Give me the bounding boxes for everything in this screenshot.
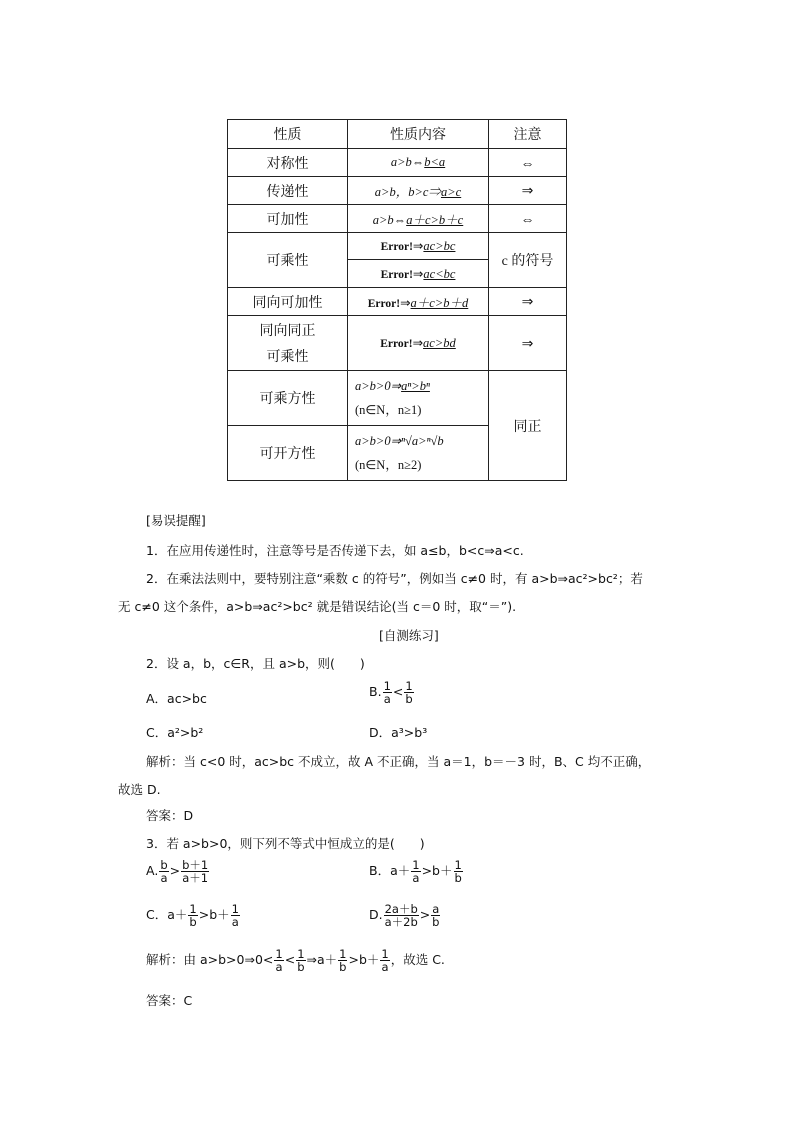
property-content: a>b>0⇒ⁿ√a>ⁿ√b (n∈N，n≥2) xyxy=(348,426,489,481)
table-row xyxy=(228,288,567,316)
q2-option-a: A．ac>bc xyxy=(146,691,207,706)
q2-analysis-line-1: 解析：当 c<0 时，ac>bc 不成立，故 A 不正确，当 a＝1，b＝－3 时，B、C 均不正确， xyxy=(146,754,651,769)
header-property: 性质 xyxy=(228,120,348,149)
reminder-item-2-line-1: 2．在乘法法则中，要特别注意“乘数 c 的符号”，例如当 c≠0 时，有 a>b⇒ac²>bc²；若 xyxy=(146,571,643,586)
q2-option-c: C．a²>b² xyxy=(146,725,204,740)
practice-title: [自测练习] xyxy=(379,628,439,643)
q2-stem: 2．设 a，b，c∈R，且 a>b，则( ) xyxy=(146,656,365,671)
property-content: Error!⇒a＋c>b＋d xyxy=(348,288,489,316)
q3-option-a: A. $\frac{b}{a}$ > $\frac{b+1}{a+1}$ xyxy=(146,858,209,886)
q2-analysis-line-2: 故选 D. xyxy=(118,782,161,797)
table-row xyxy=(228,233,567,260)
property-note: ⇒ xyxy=(489,177,567,205)
property-content: a>b⇔a＋c>b＋c xyxy=(348,205,489,233)
reminder-item-2-line-2: 无 c≠0 这个条件，a>b⇒ac²>bc² 就是错误结论(当 c＝0 时，取“＝”). xyxy=(118,599,517,614)
table-row xyxy=(228,177,567,205)
property-name: 同向同正 可乘性 xyxy=(228,316,348,371)
table-row xyxy=(228,205,567,233)
q3-option-d: D. $\frac{2a+b}{a+2b}$ > $\frac{a}{b}$ xyxy=(369,902,440,930)
property-content: Error!⇒ac>bc xyxy=(348,233,489,260)
property-content: a>b⇔b<a xyxy=(348,149,489,177)
q2-answer: 答案：D xyxy=(146,808,194,823)
property-content: a>b>0⇒aⁿ>bⁿ (n∈N，n≥1) xyxy=(348,371,489,426)
property-note: ⇔ xyxy=(489,205,567,233)
property-note: ⇔ xyxy=(489,149,567,177)
table-row xyxy=(228,371,567,426)
q3-option-c: C．a＋ $\frac{1}{b}$ >b＋ $\frac{1}{a}$ xyxy=(146,902,239,930)
q3-answer: 答案：C xyxy=(146,993,193,1008)
property-name: 可开方性 xyxy=(228,426,348,481)
property-content: Error!⇒ac<bc xyxy=(348,260,489,288)
reminder-item-1: 1．在应用传递性时，注意等号是否传递下去，如 a≤b，b<c⇒a<c. xyxy=(146,543,524,558)
property-note: 同正 xyxy=(489,371,567,481)
q3-option-b: B．a＋ $\frac{1}{a}$ >b＋ $\frac{1}{b}$ xyxy=(369,858,462,886)
property-note: ⇒ xyxy=(489,316,567,371)
q2-option-b: B. $\frac{1}{a}$ < $\frac{1}{b}$ xyxy=(369,679,413,707)
header-note: 注意 xyxy=(489,120,567,149)
property-note: ⇒ xyxy=(489,288,567,316)
header-content: 性质内容 xyxy=(348,120,489,149)
property-name: 传递性 xyxy=(228,177,348,205)
property-note: c 的符号 xyxy=(489,233,567,288)
property-name: 同向可加性 xyxy=(228,288,348,316)
property-name: 对称性 xyxy=(228,149,348,177)
q2-option-d: D．a³>b³ xyxy=(369,725,428,740)
property-name: 可加性 xyxy=(228,205,348,233)
property-name: 可乘方性 xyxy=(228,371,348,426)
q3-stem: 3．若 a>b>0，则下列不等式中恒成立的是( ) xyxy=(146,836,425,851)
properties-table xyxy=(227,119,567,481)
property-name: 可乘性 xyxy=(228,233,348,288)
table-header-row xyxy=(228,120,567,149)
table-row xyxy=(228,316,567,371)
property-content: Error!⇒ac>bd xyxy=(348,316,489,371)
table-row xyxy=(228,149,567,177)
reminder-title: [易误提醒] xyxy=(146,513,206,528)
q3-analysis: 解析：由 a>b>0⇒0< $\frac{1}{a}$ < $\frac{1}{b}$ ⇒a＋ $\frac{1}{b}$ >b＋ $\frac{1}{a}$ ，故选 C. xyxy=(146,947,445,975)
property-content: a>b，b>c⇒a>c xyxy=(348,177,489,205)
